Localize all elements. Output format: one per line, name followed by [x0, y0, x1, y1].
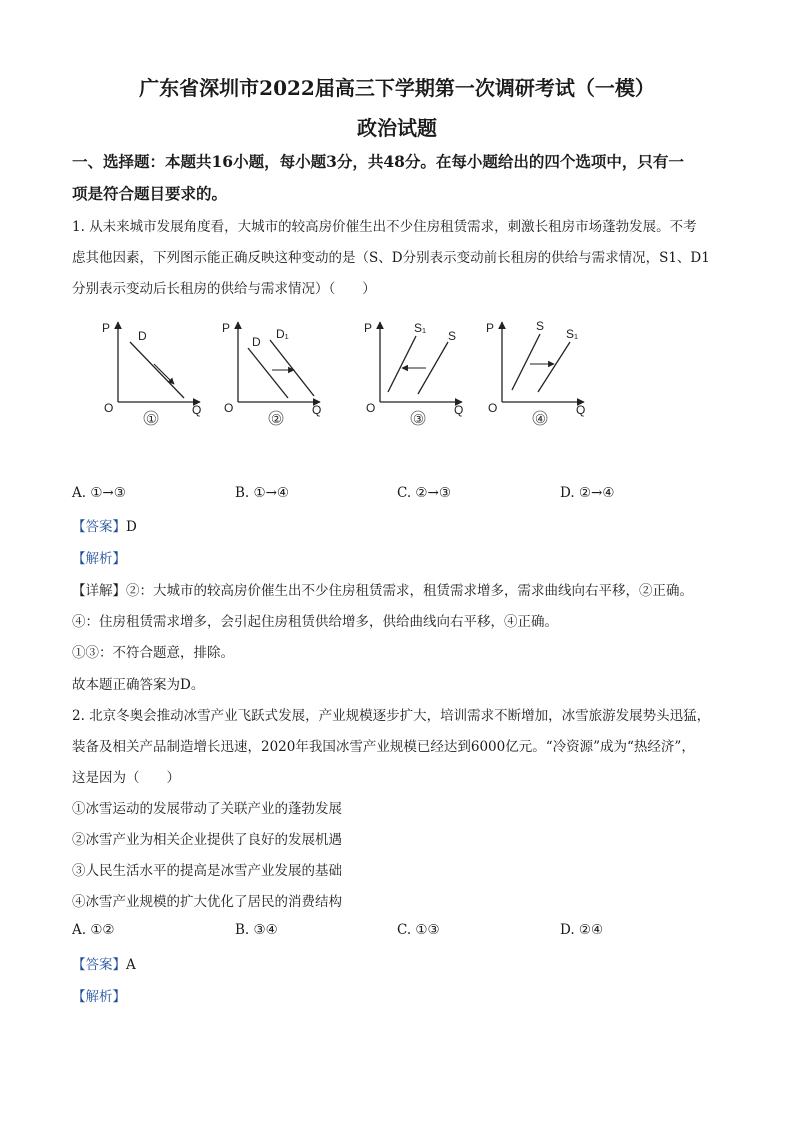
graph-1-q-label: Q: [192, 403, 202, 417]
q2-answer-line: [72, 953, 136, 973]
graph-3-number: ③: [413, 412, 424, 426]
graph-4-q-label: Q: [576, 403, 586, 417]
graph-1-demand-curve: [130, 342, 184, 398]
q2-option-a: A. ①②: [72, 922, 115, 938]
q1-detail-tag: 【详解】: [72, 583, 126, 599]
graph-1-shift-arrow: [154, 364, 174, 384]
q1-conclusion: 故本题正确答案为D。: [72, 677, 205, 693]
section-heading-line1: 一、选择题：本题共16小题，每小题3分，共48分。在每小题给出的四个选项中，只有一: [72, 152, 684, 171]
graph-1-number: ①: [146, 412, 157, 426]
graph-1-o-label: O: [104, 401, 114, 415]
graph-2-number: ②: [271, 412, 282, 426]
q2-item-2: ②冰雪产业为相关企业提供了良好的发展机遇: [72, 832, 342, 848]
graph-2-p-label: P: [222, 321, 231, 335]
q2-option-b: B. ③④: [235, 922, 278, 938]
q2-answer-tag: 【答案】: [72, 957, 126, 973]
q2-stem-line1: 2. 北京冬奥会推动冰雪产业飞跃式发展，产业规模逐步扩大，培训需求不断增加，冰雪旅游发展势头迅猛，: [72, 708, 711, 724]
q1-stem-line3: 分别表示变动后长租房的供给与需求情况）（ ）: [72, 281, 376, 297]
q1-option-c: C. ②→③: [397, 485, 451, 501]
graph-4: [486, 319, 585, 426]
graph-2: [222, 321, 321, 426]
supply-demand-graphs: [88, 312, 608, 437]
graph-1-curve-label-1: D: [138, 329, 147, 343]
graph-2-demand-curve-new: [270, 340, 314, 396]
graph-3-supply-curve-new: [388, 336, 416, 392]
q1-option-a: A. ①→③: [72, 485, 126, 501]
document-subtitle: 政治试题: [357, 116, 437, 140]
q1-option-b: B. ①→④: [235, 485, 290, 501]
q1-analysis-tag: 【解析】: [72, 551, 126, 567]
graph-3-o-label: O: [366, 401, 376, 415]
graph-1: [102, 321, 201, 426]
graph-4-o-label: O: [488, 401, 498, 415]
q1-detail-line2: ④：住房租赁需求增多，会引起住房租赁供给增多，供给曲线向右平移，④正确。: [72, 614, 558, 630]
graph-2-o-label: O: [224, 401, 234, 415]
q1-answer: D: [126, 519, 137, 535]
q2-stem-line3: 这是因为（ ）: [72, 770, 180, 786]
graph-3: [364, 321, 463, 426]
q1-stem-line2: 虑其他因素，下列图示能正确反映这种变动的是（S、D分别表示变动前长租房的供给与需求情况，S1、D1: [72, 250, 710, 266]
graph-2-curve-label-1: D: [252, 335, 261, 349]
graph-4-curve-label-1: S: [536, 319, 545, 333]
q1-stem-line1: 1. 从未来城市发展角度看，大城市的较高房价催生出不少住房租赁需求，刺激长租房市场蓬勃发展。不考: [72, 219, 697, 235]
q2-analysis-tag: 【解析】: [72, 989, 126, 1005]
graph-2-q-label: Q: [312, 403, 322, 417]
q2-option-c: C. ①③: [397, 922, 440, 938]
graph-3-curve-label-2: S: [448, 329, 457, 343]
graph-3-q-label: Q: [454, 403, 464, 417]
graph-4-supply-curve: [512, 334, 540, 390]
graph-4-curve-label-2: S₁: [566, 327, 579, 341]
graph-4-number: ④: [535, 412, 546, 426]
q1-option-d: D. ②→④: [560, 485, 615, 501]
graph-2-curve-label-2: D₁: [276, 327, 289, 341]
graph-3-p-label: P: [364, 321, 373, 335]
graph-3-curve-label-1: S₁: [414, 321, 427, 335]
q1-detail-text1: ②：大城市的较高房价催生出不少住房租赁需求，租赁需求增多，需求曲线向右平移，②正确。: [126, 583, 693, 599]
graph-4-supply-curve-new: [538, 342, 570, 392]
document-title: 广东省深圳市2022届高三下学期第一次调研考试（一模）: [139, 76, 655, 100]
q2-item-3: ③人民生活水平的提高是冰雪产业发展的基础: [72, 863, 342, 879]
q1-answer-tag: 【答案】: [72, 519, 126, 535]
q1-detail-line3: ①③：不符合题意，排除。: [72, 645, 234, 661]
graph-1-p-label: P: [102, 321, 111, 335]
q1-detail-line1: [72, 579, 693, 599]
q2-item-4: ④冰雪产业规模的扩大优化了居民的消费结构: [72, 894, 342, 910]
graph-4-p-label: P: [486, 321, 495, 335]
section-heading-line2: 项是符合题目要求的。: [72, 184, 228, 203]
q2-item-1: ①冰雪运动的发展带动了关联产业的蓬勃发展: [72, 801, 342, 817]
q2-stem-line2: 装备及相关产品制造增长迅速，2020年我国冰雪产业规模已经达到6000亿元。“冷资源”成为“热经济”，: [72, 739, 695, 755]
q2-answer: A: [126, 957, 136, 973]
q2-option-d: D. ②④: [560, 922, 604, 938]
q1-answer-line: [72, 515, 137, 535]
